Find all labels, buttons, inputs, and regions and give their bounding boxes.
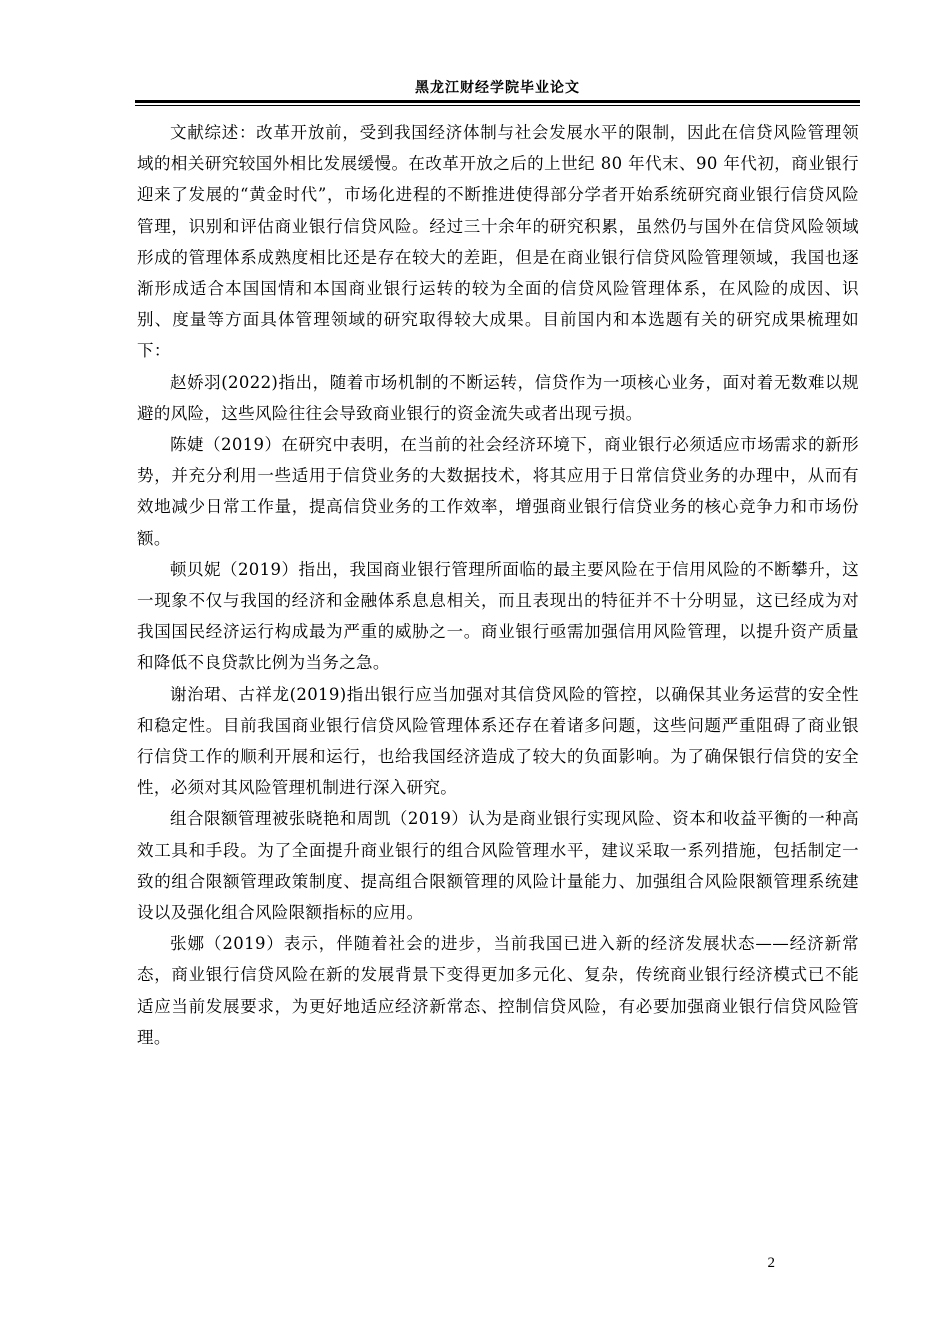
paragraph-literature-review: 文献综述：改革开放前，受到我国经济体制与社会发展水平的限制，因此在信贷风险管理领域的相关研究较国外相比发展缓慢。在改革开放之后的上世纪 80 年代末、90 年代初，商业银行迎来了发展的“黄金时代”，市场化进程的不断推进使得部分学者开始系统研究商业银行信贷风险管理，识别和评估商业银行信贷风险。经过三十余年的研究积累，虽然仍与国外在信贷风险领域形成的管理体系成熟度相比还是存在较大的差距，但是在商业银行信贷风险管理领域，我国也逐渐形成适合本国国情和本国商业银行运转的较为全面的信贷风险管理体系，在风险的成因、识别、度量等方面具体管理领域的研究取得较大成果。目前国内和本选题有关的研究成果梳理如下： (137, 123, 859, 361)
paragraph-chen-2019: 陈婕（2019）在研究中表明，在当前的社会经济环境下，商业银行必须适应市场需求的新形势，并充分利用一些适用于信贷业务的大数据技术，将其应用于日常信贷业务的办理中，从而有效地减少日常工作量，提高信贷业务的工作效率，增强商业银行信贷业务的核心竞争力和市场份额。 (137, 435, 859, 548)
paragraph-dun-2019: 顿贝妮（2019）指出，我国商业银行管理所面临的最主要风险在于信用风险的不断攀升，这一现象不仅与我国的经济和金融体系息息相关，而且表现出的特征并不十分明显，这已经成为对我国国民经济运行构成最为严重的威胁之一。商业银行亟需加强信用风险管理，以提升资产质量和降低不良贷款比例为当务之急。 (137, 559, 859, 673)
paragraph-zhao-2022: 赵娇羽(2022)指出，随着市场机制的不断运转，信贷作为一项核心业务，面对着无数难以规避的风险，这些风险往往会导致商业银行的资金流失或者出现亏损。 (137, 372, 859, 423)
body-text (137, 117, 859, 1053)
page-header (135, 78, 860, 98)
header-rule-thin (135, 105, 860, 106)
header-title: 黑龙江财经学院毕业论文 (415, 80, 580, 96)
page-number: 2 (767, 1255, 775, 1271)
paragraph-zhang-na-2019: 张娜（2019）表示，伴随着社会的进步，当前我国已进入新的经济发展状态——经济新常态，商业银行信贷风险在新的发展背景下变得更加多元化、复杂，传统商业银行经济模式已不能适应当前发展要求，为更好地适应经济新常态、控制信贷风险，有必要加强商业银行信贷风险管理。 (137, 934, 859, 1047)
paragraph-xie-gu-2019: 谢治珺、古祥龙(2019)指出银行应当加强对其信贷风险的管控，以确保其业务运营的安全性和稳定性。目前我国商业银行信贷风险管理体系还存在着诸多问题，这些问题严重阻碍了商业银行信贷工作的顺利开展和运行，也给我国经济造成了较大的负面影响。为了确保银行信贷的安全性，必须对其风险管理机制进行深入研究。 (137, 684, 859, 798)
paragraph-zhang-zhou-2019: 组合限额管理被张晓艳和周凯（2019）认为是商业银行实现风险、资本和收益平衡的一种高效工具和手段。为了全面提升商业银行的组合风险管理水平，建议采取一系列措施，包括制定一致的组合限额管理政策制度、提高组合限额管理的风险计量能力、加强组合风险限额管理系统建设以及强化组合风险限额指标的应用。 (137, 809, 859, 923)
header-rule-thick (135, 100, 860, 103)
